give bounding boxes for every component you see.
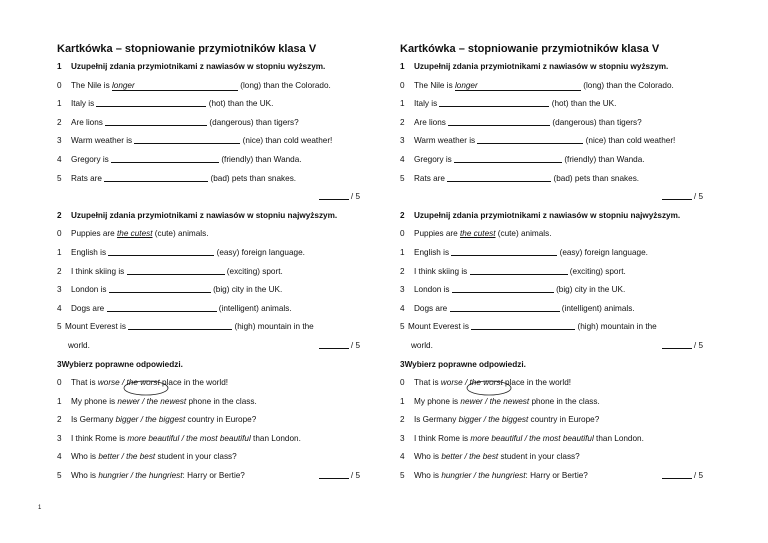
ex1-heading: 1 Uzupełnij zdania przymiotnikami z nawiasów w stopniu wyższym. bbox=[57, 62, 326, 71]
ex3-item-1: 1 My phone is newer / the newest phone in the class. bbox=[400, 396, 600, 406]
option[interactable]: hungrier bbox=[98, 471, 129, 481]
option[interactable]: the best bbox=[469, 452, 499, 462]
answer-blank[interactable] bbox=[96, 97, 206, 107]
ex3-item-4: 4 Who is better / the best student in your class? bbox=[400, 452, 580, 462]
answer-blank[interactable] bbox=[108, 246, 214, 256]
ex3-item-3: 3 I think Rome is more beautiful / the most beautiful than London. bbox=[57, 433, 301, 443]
score-box: / 5 bbox=[662, 337, 703, 356]
quiz-title: Kartkówka – stopniowanie przymiotników klasa V bbox=[400, 43, 660, 55]
ex2-heading: 2 Uzupełnij zdania przymiotnikami z nawiasów w stopniu najwyższym. bbox=[57, 210, 338, 220]
example-answer: the cutest bbox=[459, 229, 496, 239]
ex1-item-5: 5 Rats are (bad) pets than snakes. bbox=[400, 173, 640, 183]
answer-blank[interactable] bbox=[439, 97, 549, 107]
ex3-item-5: 5 Who is hungrier / the hungriest: Harry or Bertie? / 5 bbox=[57, 467, 387, 486]
ex3-item-3: 3 I think Rome is more beautiful / the most beautiful than London. bbox=[400, 433, 644, 443]
option[interactable]: hungrier bbox=[441, 471, 472, 481]
answer-blank[interactable] bbox=[111, 153, 219, 163]
answer-blank[interactable] bbox=[451, 246, 557, 256]
answer-blank[interactable] bbox=[452, 283, 554, 293]
answer-blank[interactable] bbox=[470, 265, 568, 275]
option[interactable]: the newest bbox=[146, 396, 187, 406]
ex3-item-2: 2 Is Germany bigger / the biggest country in Europe? bbox=[400, 415, 600, 425]
option[interactable]: the hungriest bbox=[478, 471, 526, 481]
answer-blank[interactable] bbox=[471, 320, 575, 330]
ex2-item-4: 4 Dogs are (intelligent) animals. bbox=[57, 303, 292, 313]
score-box: / 5 bbox=[662, 467, 703, 486]
option[interactable]: bigger bbox=[458, 415, 482, 425]
option[interactable]: the biggest bbox=[488, 415, 529, 425]
answer-blank[interactable] bbox=[450, 302, 560, 312]
ex2-item-2: 2 I think skiing is (exciting) sport. bbox=[57, 266, 283, 276]
option[interactable]: the most beautiful bbox=[529, 433, 594, 443]
option[interactable]: newer bbox=[460, 396, 483, 406]
ex2-item-3: 3 London is (big) city in the UK. bbox=[57, 285, 283, 295]
answer-blank[interactable] bbox=[454, 153, 562, 163]
option[interactable]: bigger bbox=[115, 415, 139, 425]
option[interactable]: better bbox=[441, 452, 463, 462]
ex1-item-0: 0 The Nile is longer (long) than the Colorado. bbox=[400, 80, 674, 90]
answer-blank[interactable] bbox=[127, 265, 225, 275]
ex1-item-4: 4 Gregory is (friendly) than Wanda. bbox=[400, 154, 645, 164]
option[interactable]: newer bbox=[117, 396, 140, 406]
ex2-item-5-cont: world. / 5 bbox=[400, 337, 730, 356]
option[interactable]: the best bbox=[126, 452, 156, 462]
ex2-item-5: 5 Mount Everest is (high) mountain in the bbox=[57, 322, 314, 332]
ex2-item-3: 3 London is (big) city in the UK. bbox=[400, 285, 626, 295]
score-box: / 5 bbox=[662, 188, 703, 207]
ex3-item-0: 0 That is worse / the worst place in the world! bbox=[400, 374, 730, 393]
ex1-item-0: 0 The Nile is longer (long) than the Colorado. bbox=[57, 80, 331, 90]
ex2-heading: 2 Uzupełnij zdania przymiotnikami z nawiasów w stopniu najwyższym. bbox=[400, 210, 681, 220]
option[interactable]: the hungriest bbox=[135, 471, 183, 481]
answer-blank[interactable] bbox=[107, 302, 217, 312]
ex1-item-3: 3 Warm weather is (nice) than cold weather! bbox=[57, 136, 333, 146]
ex1-item-3: 3 Warm weather is (nice) than cold weather! bbox=[400, 136, 676, 146]
quiz-title: Kartkówka – stopniowanie przymiotników klasa V bbox=[57, 43, 317, 55]
ex1-item-4: 4 Gregory is (friendly) than Wanda. bbox=[57, 154, 302, 164]
ex1-item-5: 5 Rats are (bad) pets than snakes. bbox=[57, 173, 297, 183]
example-answer: longer bbox=[455, 81, 581, 91]
option[interactable]: the most beautiful bbox=[186, 433, 251, 443]
ex3-item-5: 5 Who is hungrier / the hungriest: Harry or Bertie? / 5 bbox=[400, 467, 730, 486]
ex2-item-1: 1 English is (easy) foreign language. bbox=[57, 247, 305, 257]
circled-answer: the worst bbox=[127, 378, 160, 387]
ex1-item-2: 2 Are lions (dangerous) than tigers? bbox=[400, 117, 642, 127]
answer-blank[interactable] bbox=[104, 172, 208, 182]
ex3-item-2: 2 Is Germany bigger / the biggest country in Europe? bbox=[57, 415, 257, 425]
ex3-item-4: 4 Who is better / the best student in your class? bbox=[57, 452, 237, 462]
answer-blank[interactable] bbox=[109, 283, 211, 293]
example-answer: the cutest bbox=[116, 229, 153, 239]
answer-blank[interactable] bbox=[448, 116, 550, 126]
option[interactable]: more beautiful bbox=[470, 433, 523, 443]
page-number: 1 bbox=[38, 505, 42, 511]
ex2-item-2: 2 I think skiing is (exciting) sport. bbox=[400, 266, 626, 276]
ex1-item-1: 1 Italy is (hot) than the UK. bbox=[400, 99, 617, 109]
ex1-score-row bbox=[400, 188, 730, 207]
option[interactable]: better bbox=[98, 452, 120, 462]
score-box: / 5 bbox=[319, 467, 360, 486]
quiz-left bbox=[57, 40, 387, 486]
answer-blank[interactable] bbox=[447, 172, 551, 182]
ex2-item-0: 0 Puppies are the cutest (cute) animals. bbox=[400, 229, 552, 239]
score-box: / 5 bbox=[319, 337, 360, 356]
answer-blank[interactable] bbox=[105, 116, 207, 126]
example-answer: longer bbox=[112, 81, 238, 91]
answer-blank[interactable] bbox=[134, 134, 240, 144]
ex3-item-1: 1 My phone is newer / the newest phone in the class. bbox=[57, 396, 257, 406]
circled-answer: the worst bbox=[470, 378, 503, 387]
answer-blank[interactable] bbox=[128, 320, 232, 330]
ex2-item-0: 0 Puppies are the cutest (cute) animals. bbox=[57, 229, 209, 239]
ex3-item-0: 0 That is worse / the worst place in the world! bbox=[57, 374, 387, 393]
option[interactable]: the newest bbox=[489, 396, 530, 406]
ex1-score-row bbox=[57, 188, 387, 207]
score-box: / 5 bbox=[319, 188, 360, 207]
ex3-heading: 3Wybierz poprawne odpowiedzi. bbox=[400, 359, 526, 369]
answer-blank[interactable] bbox=[477, 134, 583, 144]
ex1-item-1: 1 Italy is (hot) than the UK. bbox=[57, 99, 274, 109]
option[interactable]: the biggest bbox=[145, 415, 186, 425]
ex1-item-2: 2 Are lions (dangerous) than tigers? bbox=[57, 117, 299, 127]
option[interactable]: more beautiful bbox=[127, 433, 180, 443]
quiz-right bbox=[400, 40, 730, 486]
ex2-item-1: 1 English is (easy) foreign language. bbox=[400, 247, 648, 257]
ex2-item-5-cont: world. / 5 bbox=[57, 337, 387, 356]
ex1-heading: 1 Uzupełnij zdania przymiotnikami z nawiasów w stopniu wyższym. bbox=[400, 62, 669, 71]
ex2-item-5: 5 Mount Everest is (high) mountain in the bbox=[400, 322, 657, 332]
ex2-item-4: 4 Dogs are (intelligent) animals. bbox=[400, 303, 635, 313]
ex3-heading: 3Wybierz poprawne odpowiedzi. bbox=[57, 359, 183, 369]
